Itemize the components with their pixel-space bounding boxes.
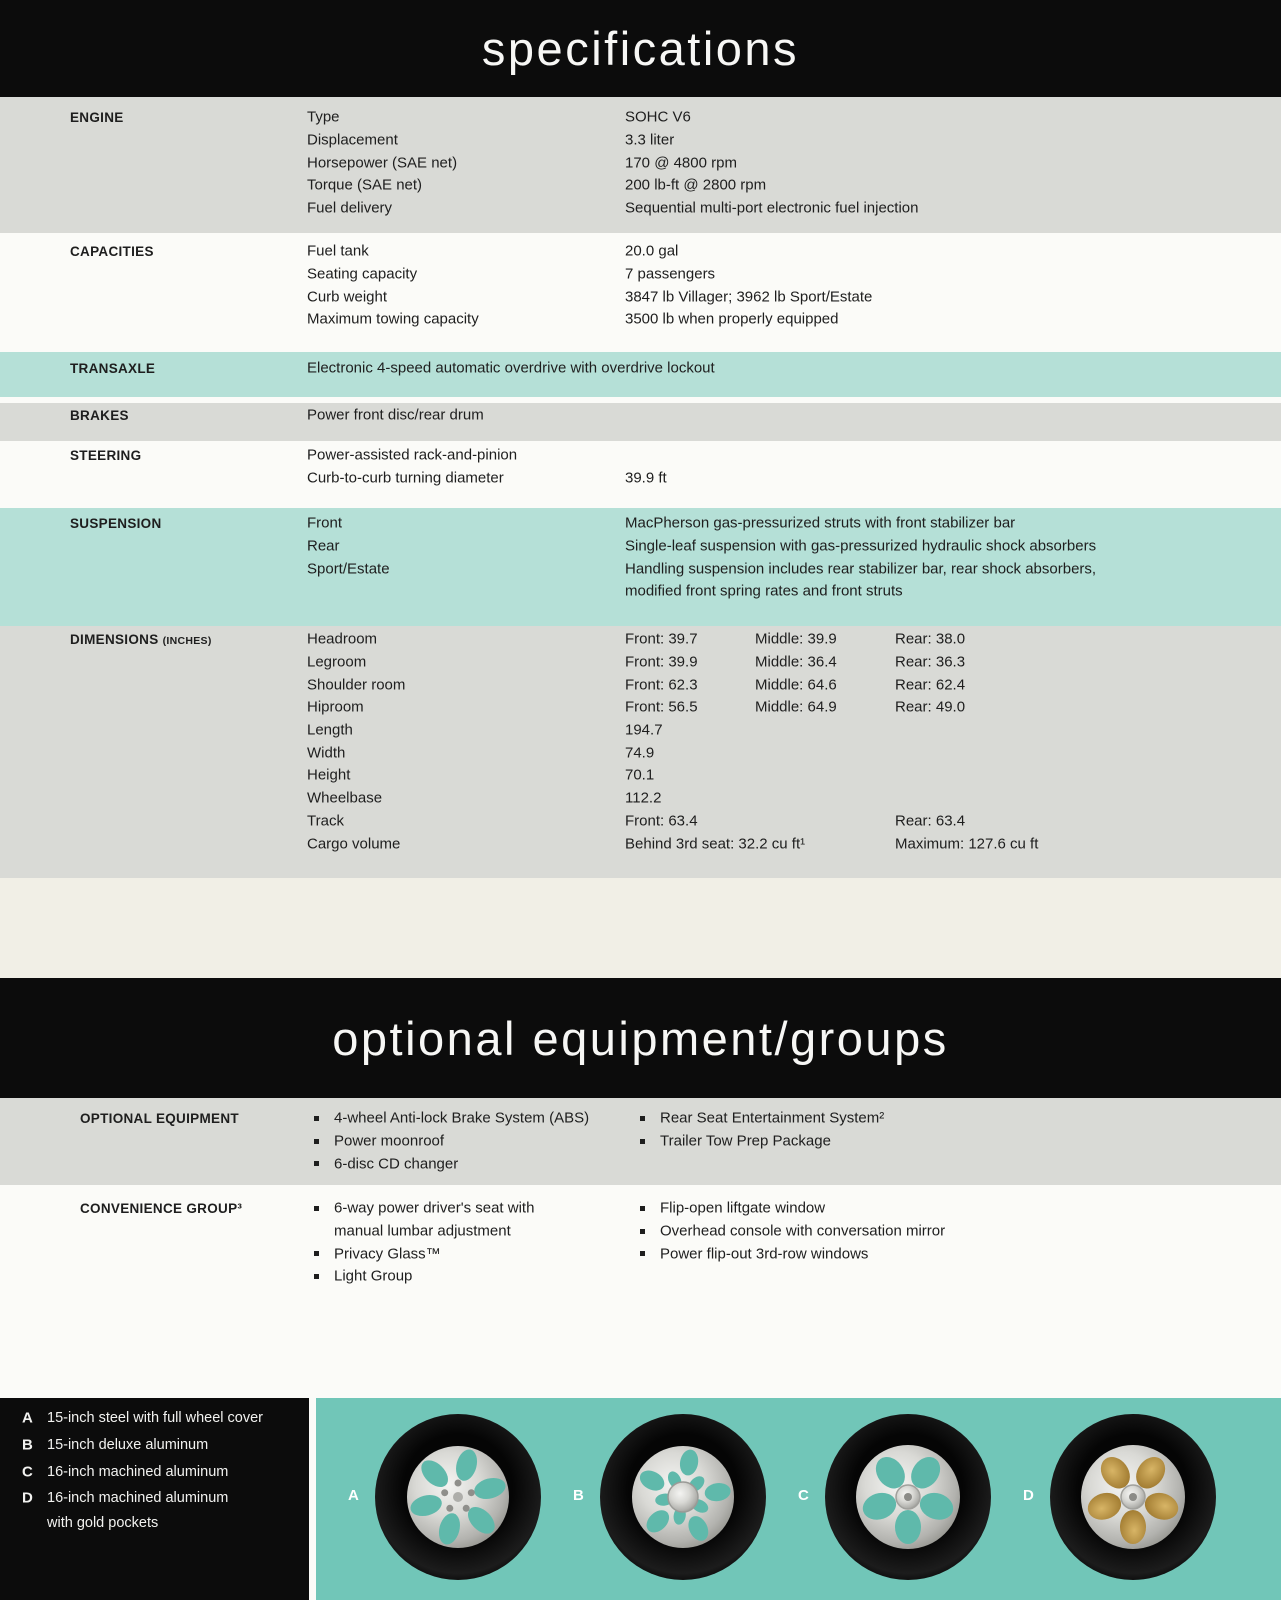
equipment-item-text: Light Group: [334, 1267, 413, 1285]
spec-row-label: Fuel tank: [307, 242, 369, 260]
wheel-legend-text: 15-inch deluxe aluminum: [47, 1437, 209, 1454]
spec-value-rear: Rear: 49.0: [895, 698, 966, 716]
spec-row-label: Width: [307, 744, 346, 762]
section-label-engine: ENGINE: [70, 109, 124, 125]
section-rows-dimensions: [0, 626, 1281, 855]
spec-value: 3500 lb when properly equipped: [625, 310, 839, 328]
section-optional-equipment: [0, 1098, 1281, 1185]
optional-equipment-title: optional equipment/groups: [332, 1011, 949, 1065]
spec-row: [0, 129, 1281, 152]
equipment-item-text: Trailer Tow Prep Package: [660, 1132, 831, 1150]
spec-row: [0, 787, 1281, 810]
spec-row: [0, 696, 1281, 719]
spec-row-label: Legroom: [307, 653, 367, 671]
equipment-item-text: Power moonroof: [334, 1132, 445, 1150]
wheels-area: [0, 1398, 1281, 1600]
equipment-item-text: manual lumbar adjustment: [334, 1222, 511, 1240]
spec-row: [0, 512, 1281, 535]
wheel-legend-item-c: [0, 1458, 309, 1485]
wheel-legend-text: 16-inch machined aluminum: [47, 1463, 229, 1480]
section-transaxle: [0, 352, 1281, 397]
spec-value-rear: Rear: 63.4: [895, 812, 966, 830]
wheel-strip-label-a: A: [348, 1487, 359, 1504]
spec-value: 3.3 liter: [625, 131, 675, 149]
spec-value: Front: 63.4: [625, 812, 698, 830]
spec-row-label: Displacement: [307, 131, 398, 149]
spec-row: [0, 444, 1281, 467]
spec-value: 70.1: [625, 766, 655, 784]
spec-row-label: Wheelbase: [307, 789, 383, 807]
equipment-item: [0, 1107, 1281, 1130]
spec-row-label: Length: [307, 721, 353, 739]
spec-row: [0, 174, 1281, 197]
spec-row-label: Curb weight: [307, 288, 388, 306]
spec-row: [0, 535, 1281, 558]
equipment-item: [0, 1152, 1281, 1175]
optional-equipment-header-bar: [0, 978, 1281, 1098]
wheel-legend-item-d: [0, 1512, 309, 1534]
wheel-c-image: [823, 1412, 993, 1582]
spec-row: [0, 741, 1281, 764]
section-label-suspension: SUSPENSION: [70, 515, 162, 531]
wheel-legend-item-d: [0, 1485, 309, 1512]
spec-row: [0, 263, 1281, 286]
section-label-small-dimensions: (INCHES): [162, 634, 212, 647]
section-suspension: [0, 508, 1281, 626]
spec-row-label: Horsepower (SAE net): [307, 154, 458, 172]
spec-row-label: Sport/Estate: [307, 560, 390, 578]
equipment-item-text: Overhead console with conversation mirror: [660, 1222, 946, 1240]
spec-value-rear: Rear: 62.4: [895, 676, 966, 694]
wheel-legend-key: A: [22, 1409, 33, 1427]
spec-row-label: Electronic 4-speed automatic overdrive with overdrive lockout: [307, 359, 715, 377]
spec-row: [0, 673, 1281, 696]
wheel-strip-label-b: B: [573, 1487, 584, 1504]
spec-row: [0, 651, 1281, 674]
spec-value: 170 @ 4800 rpm: [625, 154, 737, 172]
spec-value: Sequential multi-port electronic fuel injection: [625, 199, 919, 217]
spec-value: 39.9 ft: [625, 469, 667, 487]
equipment-item-text: Flip-open liftgate window: [660, 1199, 826, 1217]
spec-row: [0, 285, 1281, 308]
specifications-header-bar: [0, 0, 1281, 97]
equipment-item-text: Rear Seat Entertainment System²: [660, 1109, 885, 1127]
optional-equipment-right-column: [0, 1107, 1281, 1152]
spec-row-label: Power front disc/rear drum: [307, 406, 484, 424]
section-label-brakes: BRAKES: [70, 407, 129, 423]
wheel-d-image: [1048, 1412, 1218, 1582]
wheel-legend-text: 16-inch machined aluminum: [47, 1490, 229, 1507]
spec-row: [0, 764, 1281, 787]
spec-row-label: Fuel delivery: [307, 199, 393, 217]
spec-row-label: Height: [307, 766, 351, 784]
section-dimensions: [0, 626, 1281, 878]
wheel-legend-box: [0, 1398, 309, 1600]
spec-row: [0, 580, 1281, 603]
bullet-square-icon: [314, 1161, 319, 1166]
section-label-convenience-group: CONVENIENCE GROUP³: [80, 1200, 243, 1216]
bullet-square-icon: [640, 1206, 645, 1211]
equipment-item: [0, 1197, 1281, 1220]
spec-value: Behind 3rd seat: 32.2 cu ft¹: [625, 835, 806, 853]
spec-row-label: Torque (SAE net): [307, 176, 423, 194]
bullet-square-icon: [640, 1116, 645, 1121]
section-capacities: [0, 233, 1281, 352]
spec-row: [0, 308, 1281, 331]
bullet-square-icon: [314, 1274, 319, 1279]
section-brakes: [0, 403, 1281, 441]
spec-row-label: Headroom: [307, 630, 378, 648]
spec-value-middle: Middle: 39.9: [755, 630, 837, 648]
section-label-transaxle: TRANSAXLE: [70, 360, 156, 376]
section-rows-suspension: [0, 508, 1281, 603]
section-label-steering: STEERING: [70, 447, 142, 463]
wheel-legend-text: 15-inch steel with full wheel cover: [47, 1410, 263, 1427]
spec-row: [0, 557, 1281, 580]
equipment-item-text: Privacy Glass™: [334, 1245, 441, 1263]
spec-row: [0, 832, 1281, 855]
equipment-item: [0, 1242, 1281, 1265]
wheel-strip-label-d: D: [1023, 1487, 1034, 1504]
wheel-legend-text: with gold pockets: [47, 1514, 159, 1531]
equipment-item: [0, 1265, 1281, 1288]
bullet-square-icon: [640, 1251, 645, 1256]
spec-value: Handling suspension includes rear stabilizer bar, rear shock absorbers,: [625, 560, 1097, 578]
wheel-b-image: [598, 1412, 768, 1582]
spec-value-rear: Rear: 38.0: [895, 630, 966, 648]
wheel-legend-item-b: [0, 1432, 309, 1459]
section-rows-capacities: [0, 233, 1281, 331]
spec-row-label: Track: [307, 812, 344, 830]
convenience-group-right-column: [0, 1197, 1281, 1265]
equipment-item-text: 6-way power driver's seat with: [334, 1199, 535, 1217]
spec-value-middle: Middle: 64.6: [755, 676, 837, 694]
wheel-a-image: [373, 1412, 543, 1582]
bullet-square-icon: [640, 1229, 645, 1234]
spec-value: modified front spring rates and front struts: [625, 582, 903, 600]
spec-value: 20.0 gal: [625, 242, 679, 260]
spec-row: [0, 628, 1281, 651]
spec-value: 7 passengers: [625, 265, 716, 283]
wheel-legend-key: B: [22, 1436, 33, 1454]
spec-row: [0, 197, 1281, 220]
section-rows-steering: [0, 441, 1281, 489]
spec-row: [0, 357, 1281, 380]
section-rows-transaxle: [0, 352, 1281, 380]
specifications-title: specifications: [481, 22, 800, 75]
spec-row-label: Type: [307, 108, 340, 126]
spec-value: Front: 56.5: [625, 698, 698, 716]
bullet-square-icon: [640, 1139, 645, 1144]
section-rows-brakes: [0, 403, 1281, 427]
wheel-legend-key: C: [22, 1463, 33, 1481]
section-rows-engine: [0, 97, 1281, 219]
wheel-legend-key: D: [22, 1489, 33, 1507]
equipment-item-text: Power flip-out 3rd-row windows: [660, 1245, 869, 1263]
equipment-item: [0, 1130, 1281, 1153]
spec-row: [0, 240, 1281, 263]
spec-row-label: Shoulder room: [307, 676, 406, 694]
spec-row: [0, 404, 1281, 427]
spec-row-label: Rear: [307, 537, 340, 555]
spec-row: [0, 106, 1281, 129]
spec-value-rear: Maximum: 127.6 cu ft: [895, 835, 1039, 853]
wheel-legend-item-a: [0, 1405, 309, 1432]
section-engine: [0, 97, 1281, 233]
equipment-item-text: 4-wheel Anti-lock Brake System (ABS): [334, 1109, 590, 1127]
section-label-optional-equipment: OPTIONAL EQUIPMENT: [80, 1110, 239, 1126]
spec-value: 74.9: [625, 744, 655, 762]
spec-value: Front: 39.7: [625, 630, 698, 648]
spec-value: Single-leaf suspension with gas-pressurized hydraulic shock absorbers: [625, 537, 1097, 555]
spec-value: 194.7: [625, 721, 663, 739]
spec-value-rear: Rear: 36.3: [895, 653, 966, 671]
spec-row-label: Curb-to-curb turning diameter: [307, 469, 504, 487]
spec-row-label: Maximum towing capacity: [307, 310, 479, 328]
spec-value: 200 lb-ft @ 2800 rpm: [625, 176, 767, 194]
section-steering: [0, 441, 1281, 508]
section-convenience-group: [0, 1185, 1281, 1398]
wheel-strip: [316, 1398, 1281, 1600]
spec-row-label: Seating capacity: [307, 265, 418, 283]
spec-value: SOHC V6: [625, 108, 691, 126]
spec-row-label: Power-assisted rack-and-pinion: [307, 446, 518, 464]
spec-row: [0, 810, 1281, 833]
spec-row: [0, 719, 1281, 742]
spec-value: Front: 39.9: [625, 653, 698, 671]
spec-row-label: Cargo volume: [307, 835, 401, 853]
spec-row-label: Front: [307, 514, 343, 532]
section-label-dimensions: DIMENSIONS (INCHES): [70, 631, 212, 647]
cream-divider-band: [0, 878, 1281, 978]
wheel-strip-label-c: C: [798, 1487, 809, 1504]
spec-row: [0, 151, 1281, 174]
spec-value: MacPherson gas-pressurized struts with front stabilizer bar: [625, 514, 1016, 532]
spec-value: 3847 lb Villager; 3962 lb Sport/Estate: [625, 288, 873, 306]
spec-value: 112.2: [625, 789, 662, 807]
equipment-item-text: 6-disc CD changer: [334, 1155, 459, 1173]
equipment-item: [0, 1220, 1281, 1243]
spec-value-middle: Middle: 64.9: [755, 698, 837, 716]
spec-value: Front: 62.3: [625, 676, 698, 694]
spec-value-middle: Middle: 36.4: [755, 653, 837, 671]
wheel-legend-list: [0, 1405, 309, 1534]
spec-row-label: Hiproom: [307, 698, 364, 716]
section-label-capacities: CAPACITIES: [70, 243, 154, 259]
spec-row: [0, 467, 1281, 490]
